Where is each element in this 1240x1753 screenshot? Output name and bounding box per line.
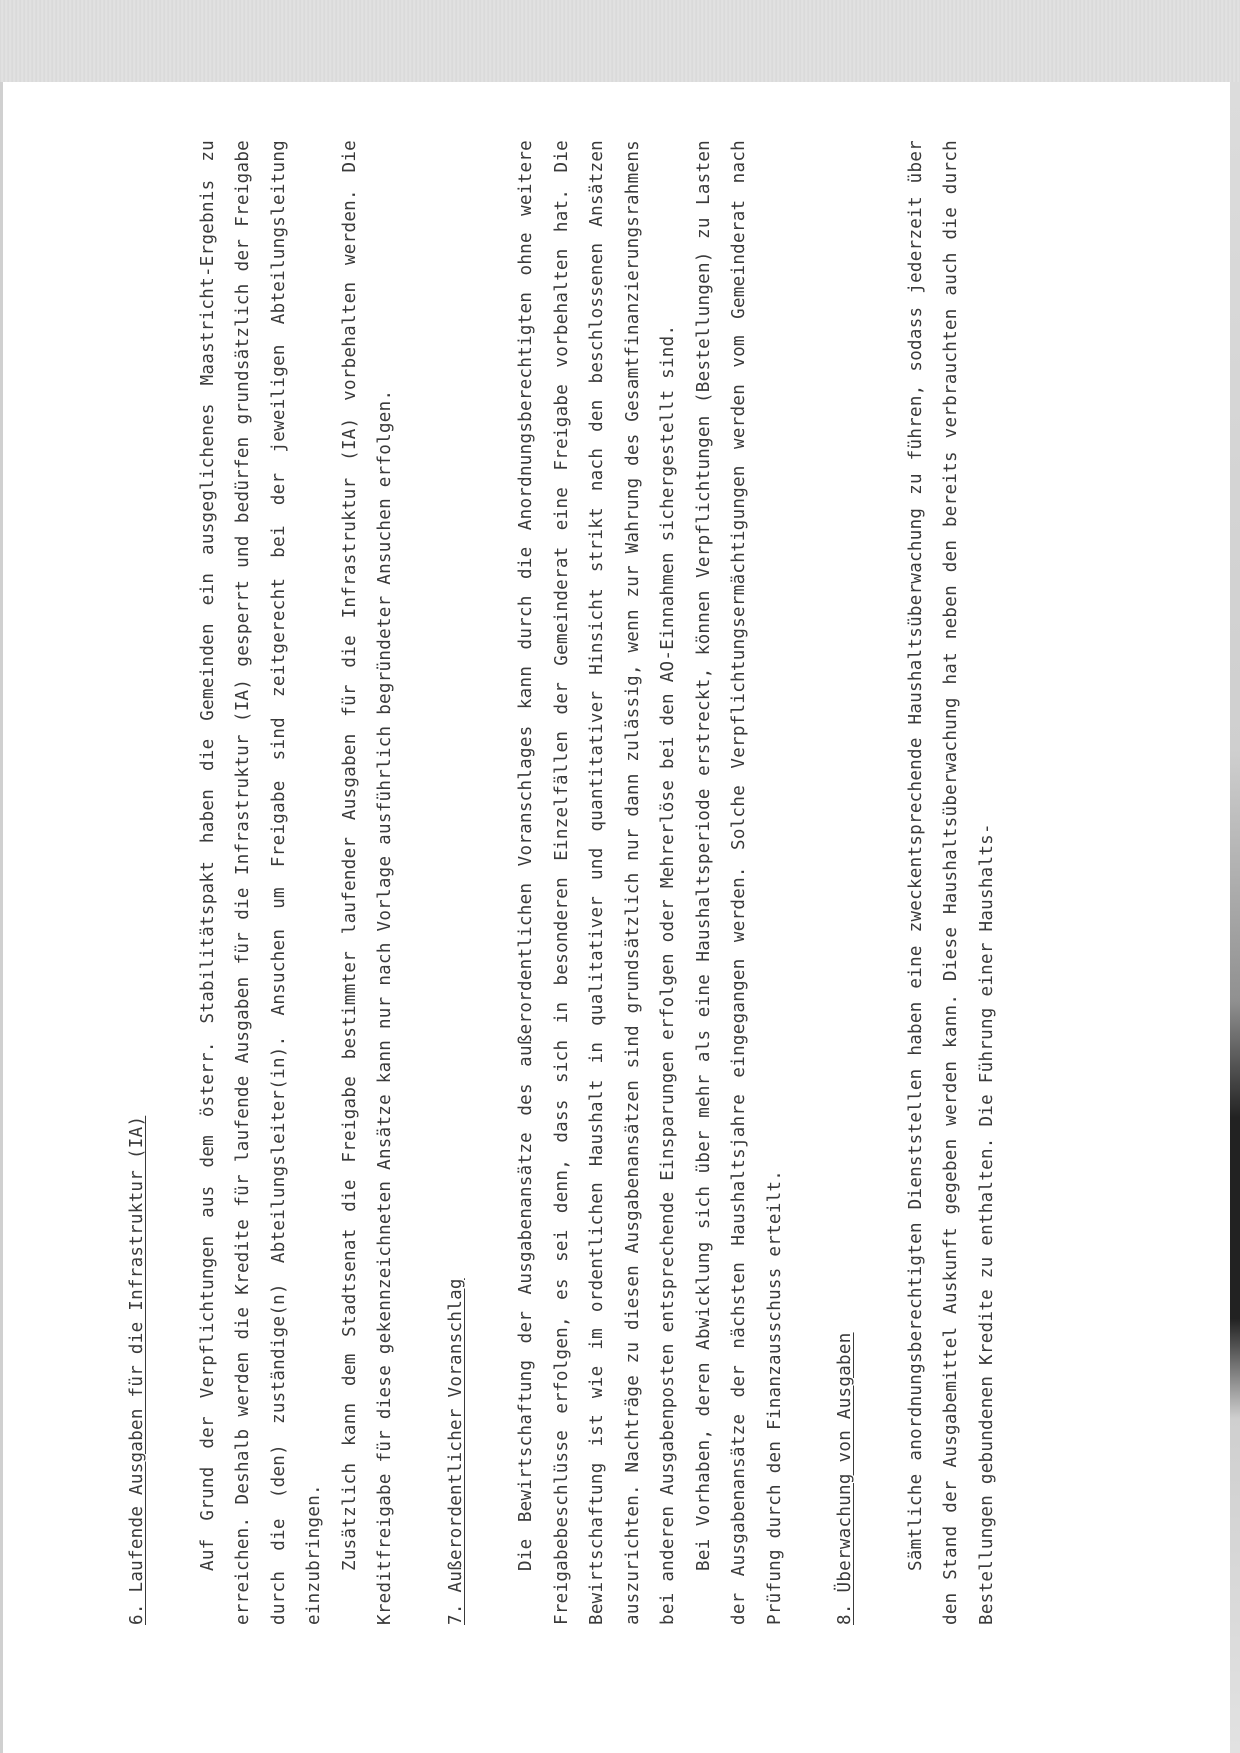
section-heading: 6. Laufende Ausgaben für die Infrastruktur (IA) <box>127 1115 147 1625</box>
scan-border-left <box>0 82 3 1753</box>
scan-border-right <box>1230 82 1240 1753</box>
section-heading: 7. Außerordentlicher Voranschlag <box>445 1278 466 1625</box>
section-paragraph: Auf Grund der Verpflichtungen aus dem österr. Stabilitätspakt haben die Gemeinden ein ausgeglichenes Maastricht-Ergebnis zu erreichen. Deshalb werden die Kredite für laufende Ausgaben für die Infrastruktur (IA) gesperrt und bedürfen grundsätzlich der Freigabe durch die (den) zuständige(n) Abteilungsleiter(in). Ansuchen um Freigabe sind zeitgerecht bei der jeweiligen Abteilungsleitung einzubringen. <box>197 140 324 1625</box>
section-7 <box>439 140 794 1625</box>
section-paragraph: Zusätzlich kann dem Stadtsenat die Freigabe bestimmter laufender Ausgaben für die Infrastruktur (IA) vorbehalten werden. Die Kreditfreigabe für diese gekennzeichneten Ansätze kann nur nach Vorlage ausführlich begründeter Ansuchen erfolgen. <box>339 140 395 1625</box>
section-heading: 8. Überwachung von Ausgaben <box>835 1332 855 1625</box>
section-8 <box>828 140 1005 1625</box>
section-paragraph: Die Bewirtschaftung der Ausgabenansätze des außerordentlichen Voranschlages kann durch die Anordnungsberechtigten ohne weitere Freigabebeschlüsse erfolgen, es sei denn, dass sich in besonderen Einzelfällen der Gemeinderat eine Freigabe vorbehalten hat. Die Bewirtschaftung ist wie im ordentlichen Haushalt in qualitativer und quantitativer Hinsicht strikt nach den beschlossenen Ansätzen auszurichten. Nachträge zu diesen Ausgabenansätzen sind grundsätzlich nur dann zulässig, wenn zur Wahrung des Gesamtfinanzierungsrahmens bei anderen Ausgabenposten entsprechende Einsparungen erfolgen oder Mehrerlöse bei den AO-Einnahmen sichergestellt sind. <box>516 140 678 1625</box>
scan-border-top <box>0 0 1240 82</box>
section-paragraph: Bei Vorhaben, deren Abwicklung sich über mehr als eine Haushaltsperiode erstreckt, können Verpflichtungen (Bestellungen) zu Lasten der Ausgabenansätze der nächsten Haushaltsjahre eingegangen werden. Solche Verpflichtungsermächtigungen werden vom Gemeinderat nach Prüfung durch den Finanzausschuss erteilt. <box>693 140 785 1625</box>
section-paragraph: Sämtliche anordnungsberechtigten Dienststellen haben eine zweckentsprechende Haushaltsüberwachung zu führen, sodass jederzeit über den Stand der Ausgabemittel Auskunft gegeben werden kann. Diese Haushaltsüberwachung hat neben den bereits verbrauchten auch die durch Bestellungen gebundenen Kredite zu enthalten. Die Führung einer Haushalts- <box>905 140 997 1625</box>
rotated-document-page <box>120 140 1080 1625</box>
section-6 <box>120 140 404 1625</box>
